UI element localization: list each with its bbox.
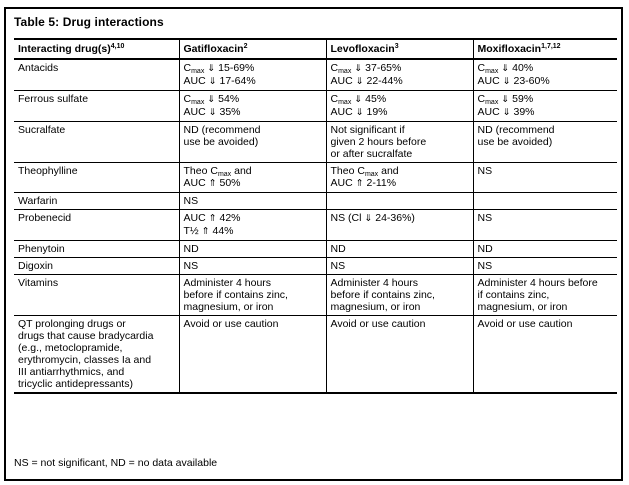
header-drug: Interacting $drug(s)^{4,10}$ xyxy=(14,39,179,59)
cell-drug: Warfarin xyxy=(14,193,179,210)
cell-levofloxacin: $C_{max}$ ⇓ 37-65% AUC ⇓ 22-44% xyxy=(326,59,473,91)
header-gatifloxacin: Gatifloxacin$^2$ xyxy=(179,39,326,59)
table-row-vitamins xyxy=(14,275,617,316)
header-row xyxy=(14,39,617,59)
cell-gatifloxacin: NS xyxy=(179,258,326,275)
cell-drug: Probenecid xyxy=(14,210,179,241)
cell-moxifloxacin: Administer 4 hours before if contains zinc, magnesium, or iron xyxy=(473,275,617,316)
cell-moxifloxacin: NS xyxy=(473,258,617,275)
table-row-qt-prolonging xyxy=(14,316,617,394)
table-row-antacids xyxy=(14,59,617,91)
cell-gatifloxacin: ND (recommend use be avoided) xyxy=(179,122,326,163)
cell-levofloxacin: Avoid or use caution xyxy=(326,316,473,394)
cell-moxifloxacin: $C_{max}$ ⇓ 40% AUC ⇓ 23-60% xyxy=(473,59,617,91)
cell-moxifloxacin: NS xyxy=(473,163,617,193)
header-levofloxacin: Levofloxacin$^3$ xyxy=(326,39,473,59)
cell-levofloxacin: NS xyxy=(326,258,473,275)
cell-moxifloxacin: $C_{max}$ ⇓ 59% AUC ⇓ 39% xyxy=(473,91,617,122)
cell-drug: Antacids xyxy=(14,59,179,91)
cell-drug: Theophylline xyxy=(14,163,179,193)
drug-interactions-table xyxy=(14,38,617,394)
cell-gatifloxacin: $C_{max}$ ⇓ 15-69% AUC ⇓ 17-64% xyxy=(179,59,326,91)
cell-drug: Vitamins xyxy=(14,275,179,316)
cell-moxifloxacin xyxy=(473,193,617,210)
cell-levofloxacin: Administer 4 hours before if contains zinc, magnesium, or iron xyxy=(326,275,473,316)
cell-gatifloxacin: Avoid or use caution xyxy=(179,316,326,394)
table-row-digoxin xyxy=(14,258,617,275)
table-row-probenecid xyxy=(14,210,617,241)
cell-levofloxacin: Theo $C_{max}$ and AUC ⇑ 2-11% xyxy=(326,163,473,193)
cell-levofloxacin: $C_{max}$ ⇓ 45% AUC ⇓ 19% xyxy=(326,91,473,122)
cell-gatifloxacin: Administer 4 hours before if contains zinc, magnesium, or iron xyxy=(179,275,326,316)
cell-moxifloxacin: ND (recommend use be avoided) xyxy=(473,122,617,163)
cell-gatifloxacin: $C_{max}$ ⇓ 54% AUC ⇓ 35% xyxy=(179,91,326,122)
cell-gatifloxacin: ND xyxy=(179,241,326,258)
cell-gatifloxacin: NS xyxy=(179,193,326,210)
cell-levofloxacin: NS (Cl ⇓ 24-36%) xyxy=(326,210,473,241)
table-footnote: NS = not significant, ND = no data available xyxy=(14,457,218,469)
cell-drug: Ferrous sulfate xyxy=(14,91,179,122)
cell-levofloxacin: ND xyxy=(326,241,473,258)
table-row-sucralfate xyxy=(14,122,617,163)
cell-drug: Sucralfate xyxy=(14,122,179,163)
header-moxifloxacin: Moxifloxacin$^{1,7,12}$ xyxy=(473,39,617,59)
cell-moxifloxacin: ND xyxy=(473,241,617,258)
table-row-ferrous-sulfate xyxy=(14,91,617,122)
cell-gatifloxacin: Theo $C_{max}$ and AUC ⇑ 50% xyxy=(179,163,326,193)
cell-levofloxacin xyxy=(326,193,473,210)
cell-drug: Phenytoin xyxy=(14,241,179,258)
table-title: Table 5: Drug interactions xyxy=(14,15,164,29)
table-row-theophylline xyxy=(14,163,617,193)
cell-drug: Digoxin xyxy=(14,258,179,275)
cell-gatifloxacin: AUC ⇑ 42% T½ ⇑ 44% xyxy=(179,210,326,241)
table-row-phenytoin xyxy=(14,241,617,258)
cell-moxifloxacin: Avoid or use caution xyxy=(473,316,617,394)
cell-drug: QT prolonging drugs or drugs that cause bradycardia (e.g., metoclopramide, erythromycin, classes Ia and III antiarrhythmics, and tricyclic antidepressants) xyxy=(14,316,179,394)
table-row-warfarin xyxy=(14,193,617,210)
cell-moxifloxacin: NS xyxy=(473,210,617,241)
cell-levofloxacin: Not significant if given 2 hours before or after sucralfate xyxy=(326,122,473,163)
drug-interactions-table-frame xyxy=(4,7,623,481)
